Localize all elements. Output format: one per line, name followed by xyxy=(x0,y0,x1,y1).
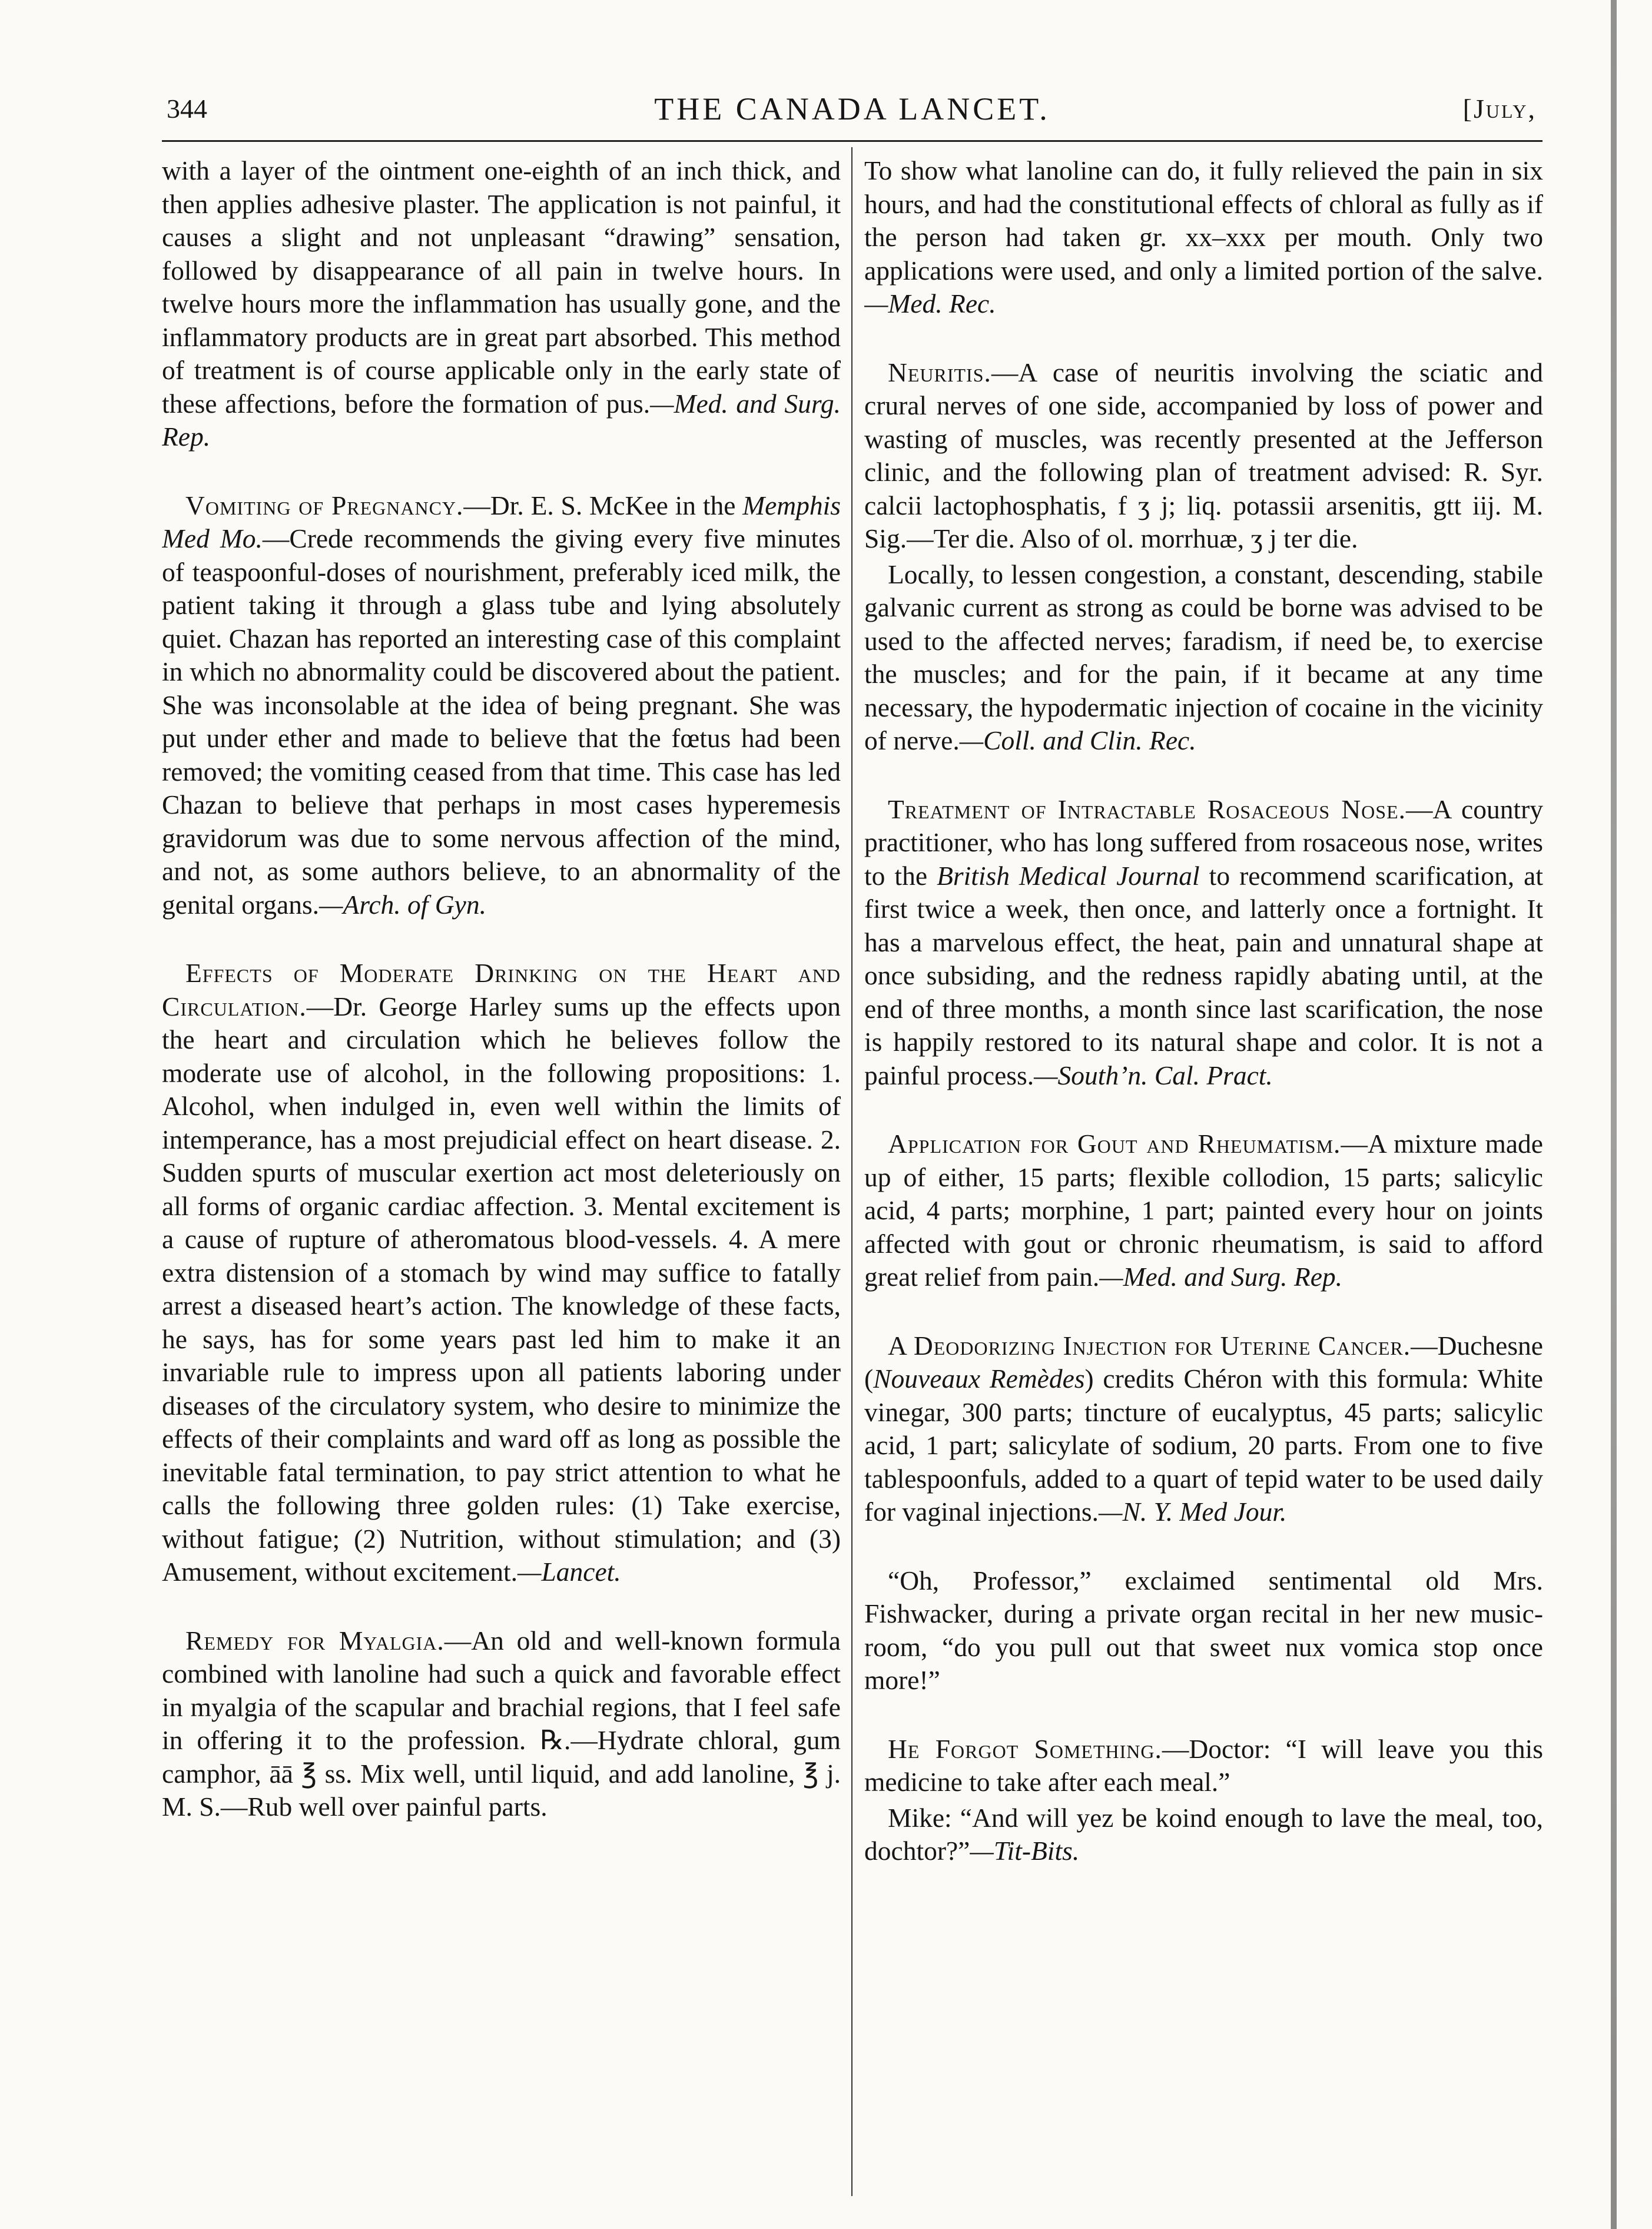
article-source: —Lancet. xyxy=(518,1557,621,1587)
anecdote-forgot-something: He Forgot Something.—Doctor: “I will leave you this medicine to take after each meal.” xyxy=(864,1733,1543,1797)
journal-title: THE CANADA LANCET. xyxy=(654,91,1050,127)
right-column xyxy=(864,154,1543,2197)
article-neuritis-paragraph: Locally, to lessen congestion, a constant, descending, stabile galvanic current as strong as could be borne was advised to be used to the affected nerves; faradism, if need be, to exercise the muscles; and for the pain, if it became at any time necessary, the hypodermatic injection of cocaine in the vicinity of nerve.—Coll. and Clin. Rec. xyxy=(864,559,1543,755)
article-source: —Med. Rec. xyxy=(864,288,996,319)
article-heading: Application for Gout and Rheumatism. xyxy=(888,1129,1341,1159)
article-vomiting-of-pregnancy: Vomiting of Pregnancy.—Dr. E. S. McKee in the Memphis Med Mo.—Crede recommends the giving every five minutes of teaspoonful-doses of nourishment, preferably iced milk, the patient taking it through a glass tube and lying absolutely quiet. Chazan has reported an interesting case of this complaint in which no abnormality could be discovered about the patient. She was inconsolable at the idea of being pregnant. She was put under ether and made to believe that the fœtus had been removed; the vomiting ceased from that time. This case has led Chazan to believe that perhaps in most cases hyperemesis gravidorum was due to some nervous affection of the mind, and not, as some authors believe, to an abnormality of the genital organs.—Arch. of Gyn. xyxy=(162,490,841,920)
article-heading: Effects of Moderate Drinking on the Heart and Circulation. xyxy=(162,958,841,1021)
article-source: —Arch. of Gyn. xyxy=(319,889,486,920)
journal-name: Memphis Med Mo. xyxy=(162,490,841,553)
article-heading: He Forgot Something. xyxy=(888,1733,1162,1764)
article-source: —South’n. Cal. Pract. xyxy=(1034,1060,1273,1090)
article-myalgia-continuation: To show what lanoline can do, it fully relieved the pain in six hours, and had the constitutional effects of chloral as fully as if the person had taken gr. xx–xxx per mouth. Only two applications were used, and only a limited portion of the salve.—Med. Rec. xyxy=(864,155,1543,319)
left-column xyxy=(162,154,841,2197)
running-header xyxy=(162,87,1542,142)
journal-name: British Medical Journal xyxy=(937,860,1200,891)
article-gout-rheumatism: Application for Gout and Rheumatism.—A mixture made up of either, 15 parts; flexible collodion, 15 parts; salicylic acid, 4 parts; morphine, 1 part; painted every hour on joints affected with gout or chronic rheumatism, is said to afford great relief from pain.—Med. and Surg. Rep. xyxy=(864,1129,1543,1292)
article-heading: Remedy for Myalgia. xyxy=(185,1625,444,1656)
article-rosaceous-nose: Treatment of Intractable Rosaceous Nose.—A country practitioner, who has long suffered from rosaceous nose, writes to the British Medical Journal to recommend scarification, at first twice a week, then once, and latterly once a fortnight. It has a marvelous effect, the heat, pain and unnatural shape at once subsiding, and the redness rapidly abating until, at the end of three months, a month since last scarification, the nose is happily restored to its natural shape and color. It is not a painful process.—South’n. Cal. Pract. xyxy=(864,794,1543,1090)
article-heading: A Deodorizing Injection for Uterine Cancer. xyxy=(888,1330,1411,1361)
journal-name: Nouveaux Remèdes xyxy=(873,1364,1085,1394)
page-edge-shadow xyxy=(1611,0,1617,2229)
anecdote-reply: Mike: “And will yez be koind enough to lave the meal, too, dochtor?”—Tit-Bits. xyxy=(864,1802,1543,1866)
article-uterine-cancer: A Deodorizing Injection for Uterine Cancer.—Duchesne (Nouveaux Remèdes) credits Chéron with this formula: White vinegar, 300 parts; tincture of eucalyptus, 45 parts; salicylic acid, 1 part; salicylate of sodium, 20 parts. From one to five tablespoonfuls, added to a quart of tepid water to be used daily for vaginal injections.—N. Y. Med Jour. xyxy=(864,1330,1543,1527)
article-source: —N. Y. Med Jour. xyxy=(1099,1497,1287,1527)
article-source: —Med. and Surg. Rep. xyxy=(162,388,841,452)
page-number: 344 xyxy=(167,94,207,124)
anecdote-professor: “Oh, Professor,” exclaimed sentimental old Mrs. Fishwacker, during a private organ recital in her new music-room, “do you pull out that sweet nux vomica stop once more!” xyxy=(864,1565,1543,1695)
article-continuation: with a layer of the ointment one-eighth of an inch thick, and then applies adhesive plaster. The application is not painful, it causes a slight and not unpleasant “drawing” sensation, followed by disappearance of all pain in twelve hours. In twelve hours more the inflammation has usually gone, and the inflammatory products are in great part absorbed. This method of treatment is of course applicable only in the early state of these affections, before the formation of pus.—Med. and Surg. Rep. xyxy=(162,155,841,452)
article-heading: Vomiting of Pregnancy. xyxy=(185,490,464,520)
article-moderate-drinking: Effects of Moderate Drinking on the Heart and Circulation.—Dr. George Harley sums up the effects upon the heart and circulation which he believes follow the moderate use of alcohol, in the following propositions: 1. Alcohol, when indulged in, even well within the limits of intemperance, has a most prejudicial effect on heart disease. 2. Sudden spurts of muscular exertion act most deleteriously on all forms of organic cardiac affection. 3. Mental excitement is a cause of rupture of atheromatous blood-vessels. 4. A mere extra distension of a stomach by wind may suffice to fatally arrest a diseased heart’s action. The knowledge of these facts, he says, has for some years past led him to make it an invariable rule to impress upon all patients laboring under diseases of the circulatory system, who desire to minimize the effects of their complaints and ward off as long as possible the inevitable fatal termination, to pay strict attention to what he calls the following three golden rules: (1) Take exercise, without fatigue; (2) Nutrition, without stimulation; and (3) Amusement, without excitement.—Lancet. xyxy=(162,958,841,1587)
issue-label: [July, xyxy=(1462,94,1537,124)
article-source: —Med. and Surg. Rep. xyxy=(1099,1262,1343,1292)
column-divider xyxy=(851,147,852,2196)
article-remedy-for-myalgia: Remedy for Myalgia.—An old and well-known formula combined with lanoline had such a quick and favorable effect in myalgia of the scapular and brachial regions, that I feel safe in offering it to the profession. ℞.—Hydrate chloral, gum camphor, āā ℥ ss. Mix well, until liquid, and add lanoline, ℥ j. M. S.—Rub well over painful parts. xyxy=(162,1625,841,1822)
article-heading: Neuritis. xyxy=(888,357,991,387)
article-neuritis: Neuritis.—A case of neuritis involving the sciatic and crural nerves of one side, accompanied by loss of power and wasting of muscles, was recently presented at the Jefferson clinic, and the following plan of treatment advised: R. Syr. calcii lactophosphatis, f ʒ j; liq. potassii arsenitis, gtt iij. M. Sig.—Ter die. Also of ol. morrhuæ, ʒ j ter die. xyxy=(864,357,1543,553)
article-source: —Tit-Bits. xyxy=(970,1836,1080,1866)
article-source: —Coll. and Clin. Rec. xyxy=(959,725,1196,755)
article-heading: Treatment of Intractable Rosaceous Nose. xyxy=(888,794,1406,824)
